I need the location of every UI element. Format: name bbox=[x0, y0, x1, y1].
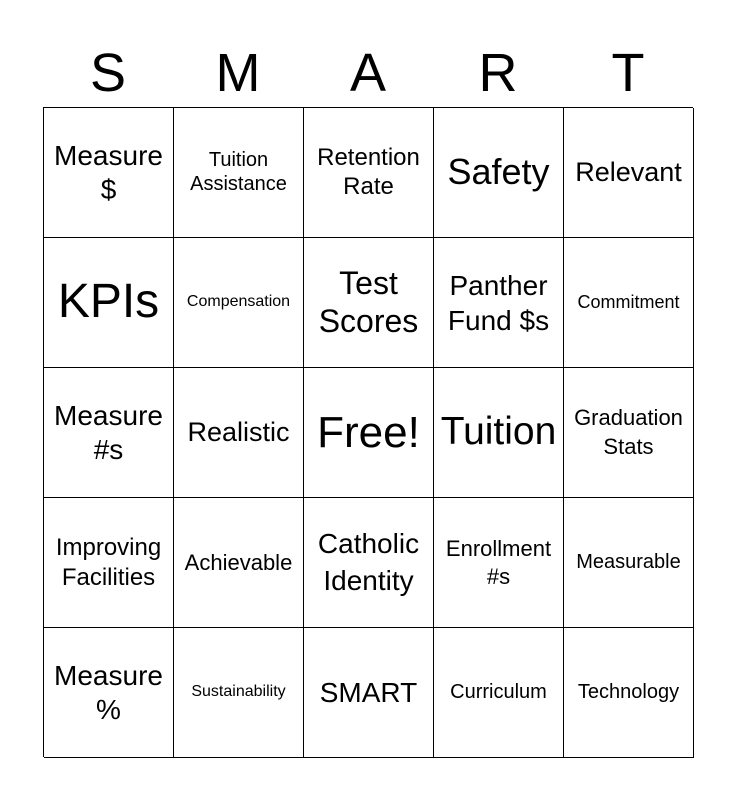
header-letter-s: S bbox=[89, 43, 127, 103]
bingo-cell-r5c4[interactable]: Curriculum bbox=[434, 628, 564, 758]
header-letter-m: M bbox=[215, 43, 261, 103]
bingo-cell-r5c5[interactable]: Technology bbox=[564, 628, 694, 758]
bingo-cell-r4c3[interactable]: Catholic Identity bbox=[304, 498, 434, 628]
bingo-cell-r3c1[interactable]: Measure #s bbox=[44, 368, 174, 498]
bingo-board bbox=[43, 107, 693, 757]
bingo-cell-r3c5[interactable]: Graduation Stats bbox=[564, 368, 694, 498]
bingo-header bbox=[43, 40, 693, 106]
header-letter-a: A bbox=[349, 43, 387, 103]
bingo-cell-r4c4[interactable]: Enrollment #s bbox=[434, 498, 564, 628]
bingo-cell-r3c3[interactable]: Free! bbox=[304, 368, 434, 498]
bingo-cell-r5c1[interactable]: Measure % bbox=[44, 628, 174, 758]
bingo-cell-r4c1[interactable]: Improving Facilities bbox=[44, 498, 174, 628]
bingo-cell-r1c4[interactable]: Safety bbox=[434, 108, 564, 238]
bingo-cell-r1c5[interactable]: Relevant bbox=[564, 108, 694, 238]
bingo-cell-r2c3[interactable]: Test Scores bbox=[304, 238, 434, 368]
bingo-cell-r1c2[interactable]: Tuition Assistance bbox=[174, 108, 304, 238]
bingo-cell-r3c4[interactable]: Tuition bbox=[434, 368, 564, 498]
header-letter-t: T bbox=[611, 43, 645, 103]
header-letter-r: R bbox=[478, 43, 518, 103]
bingo-cell-r1c3[interactable]: Retention Rate bbox=[304, 108, 434, 238]
bingo-cell-r1c1[interactable]: Measure $ bbox=[44, 108, 174, 238]
bingo-cell-r4c5[interactable]: Measurable bbox=[564, 498, 694, 628]
bingo-cell-r2c5[interactable]: Commitment bbox=[564, 238, 694, 368]
bingo-cell-r3c2[interactable]: Realistic bbox=[174, 368, 304, 498]
bingo-cell-r2c4[interactable]: Panther Fund $s bbox=[434, 238, 564, 368]
bingo-cell-r5c2[interactable]: Sustainability bbox=[174, 628, 304, 758]
bingo-cell-r5c3[interactable]: SMART bbox=[304, 628, 434, 758]
bingo-cell-r2c2[interactable]: Compensation bbox=[174, 238, 304, 368]
bingo-cell-r2c1[interactable]: KPIs bbox=[44, 238, 174, 368]
bingo-cell-r4c2[interactable]: Achievable bbox=[174, 498, 304, 628]
